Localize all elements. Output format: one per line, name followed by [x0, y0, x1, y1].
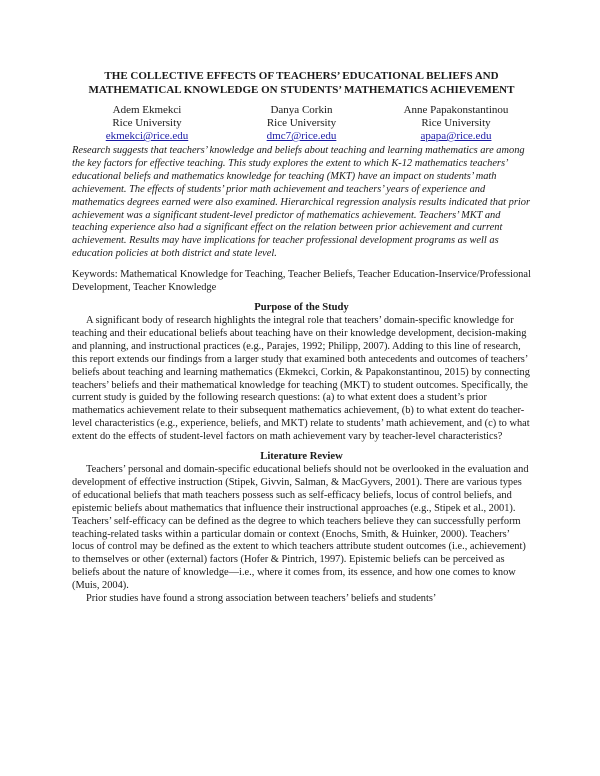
author-3 — [381, 104, 531, 143]
author-1 — [72, 104, 222, 143]
author-2 — [227, 104, 377, 143]
keywords: Keywords: Mathematical Knowledge for Teaching, Teacher Beliefs, Teacher Education-Inservice/Professional Development, Teacher Knowledge — [72, 269, 531, 294]
author-affiliation: Rice University — [266, 117, 337, 129]
author-email-link[interactable]: ekmekci@rice.edu — [105, 130, 189, 142]
section-heading-purpose: Purpose of the Study — [254, 301, 349, 313]
author-affiliation: Rice University — [421, 117, 491, 129]
abstract: Research suggests that teachers’ knowledge and beliefs about teaching and learning mathematics are among the key factors for effective teaching. This study explores the extent to which K-12 mathematics teachers’ educational beliefs and mathematics knowledge for teaching (MKT) have an impact on students’ math achievement. The effects of students’ prior math achievement and teachers’ years of experience and mathematics degrees earned were also examined. Hierarchical regression analysis results indicated that prior achievement was a significant student-level predictor of mathematics achievement. Teachers’ MKT and teaching experience also had a significant effect on the relation between prior achievement and current achievement. Results may have implications for teacher professional development programs as well as education policies at both district and state level. — [72, 145, 530, 260]
author-affiliation: Rice University — [112, 117, 182, 129]
paper-title: THE COLLECTIVE EFFECTS OF TEACHERS’ EDUCATIONAL BELIEFS AND MATHEMATICAL KNOWLEDGE ON STUDENTS’ MATHEMATICS ACHIEVEMENT — [88, 70, 515, 96]
paper-page — [72, 70, 531, 606]
author-name: Danya Corkin — [270, 104, 333, 116]
author-email-link[interactable]: dmc7@rice.edu — [266, 130, 337, 142]
paragraph: A significant body of research highlights the integral role that teachers’ domain-specific knowledge for teaching and their educational beliefs about teaching have on their knowledge development, decision-making and planning, and instructional practices (e.g., Parajes, 1992; Philipp, 2007). Adding to this line of research, this report extends our findings from a larger study that examined both antecedents and outcomes of teachers’ beliefs about teaching and learning mathematics (Ekmekci, Corkin, & Papakonstantinou, 2015) by connecting teachers’ beliefs and their mathematical knowledge for teaching (MKT) to student outcomes. Specifically, the current study is guided by the following research questions: (a) to what extent does a student’s prior mathematics achievement relate to their subsequent mathematics achievement, (b) to what extent do teacher-level characteristics (e.g., experience, beliefs, and MKT) relate to students’ math achievement, and (c) to what extent do the effects of student-level factors on math achievement vary by teacher-level characteristics? — [72, 314, 530, 443]
author-email-link[interactable]: apapa@rice.edu — [420, 130, 492, 142]
author-name: Adem Ekmekci — [112, 104, 182, 116]
author-name: Anne Papakonstantinou — [403, 104, 509, 116]
section-heading-literature-review: Literature Review — [260, 451, 343, 463]
paragraph: Prior studies have found a strong association between teachers’ beliefs and students’ — [86, 593, 437, 605]
paragraph: Teachers’ personal and domain-specific educational beliefs should not be overlooked in the evaluation and development of effective instruction (Stipek, Givvin, Salman, & MacGyvers, 2001). There are various types of educational beliefs that math teachers possess such as self-efficacy beliefs, locus of control beliefs, and epistemic beliefs about mathematics that influence their instructional approaches (e.g., Stipek et al., 2001). Teachers’ self-efficacy can be defined as the degree to which teachers believe they can successfully perform teaching-related tasks within a particular domain or context (Enochs, Smith, & Huinker, 2000). Teachers’ locus of control may be defined as the extent to which teachers attribute student outcomes (i.e., achievement) to themselves or other (external) factors (Hofer & Pintrich, 1997). Epistemic beliefs can be perceived as beliefs about the nature of knowledge—i.e., where it comes from, its essence, and how one comes to know (Muis, 2004). — [72, 464, 529, 592]
author-block — [72, 104, 531, 143]
